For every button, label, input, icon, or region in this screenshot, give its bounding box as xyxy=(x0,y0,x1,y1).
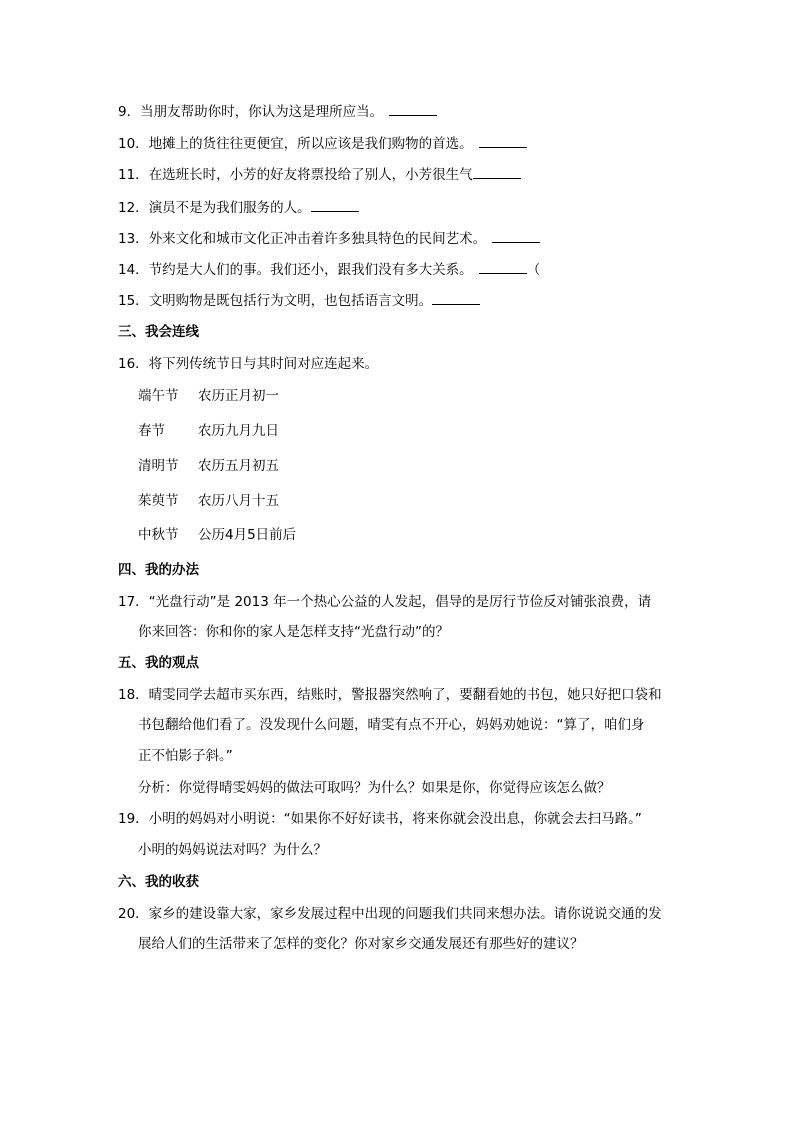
festival-date: 农历正月初一 xyxy=(198,388,279,404)
question-18-analysis: 分析：你觉得晴雯妈妈的做法可取吗？为什么？如果是你，你觉得应该怎么做？ xyxy=(138,780,611,796)
festival-item: 清明节 xyxy=(138,458,179,474)
answer-blank[interactable] xyxy=(473,166,521,179)
festival-date: 农历五月初五 xyxy=(198,458,279,474)
festival-item: 端午节 xyxy=(138,388,179,404)
question-18-line-1: 18．晴雯同学去超市买东西，结账时，警报器突然响了，要翻看她的书包，她只好把口袋和 xyxy=(118,687,662,703)
answer-blank[interactable] xyxy=(432,292,480,305)
question-number: 12． xyxy=(118,200,149,216)
question-text: 外来文化和城市文化正冲击着许多独具特色的民间艺术。 xyxy=(148,231,487,247)
question-number: 15． xyxy=(118,293,149,309)
question-13 xyxy=(118,229,540,249)
question-20-line-1: 20．家乡的建设靠大家，家乡发展过程中出现的问题我们共同来想办法。请你说说交通的发 xyxy=(118,906,662,922)
question-number: 11． xyxy=(118,167,149,183)
question-18-line-3: 正不怕影子斜。” xyxy=(138,748,233,764)
question-15 xyxy=(118,291,480,311)
festival-date: 农历八月十五 xyxy=(198,493,279,509)
question-text: 节约是大人们的事。我们还小，跟我们没有多大关系。 xyxy=(148,262,473,278)
question-17-line-1: 17．“光盘行动”是 2013 年一个热心公益的人发起，倡导的是厉行节俭反对铺张浪费，请 xyxy=(118,594,652,610)
section-heading-3: 三、我会连线 xyxy=(118,324,199,340)
bracket-mark: （ xyxy=(526,262,541,278)
question-text: 当朋友帮助你时，你认为这是理所应当。 xyxy=(140,104,384,120)
answer-blank[interactable] xyxy=(389,103,437,116)
answer-blank[interactable] xyxy=(311,199,359,212)
question-number: 10． xyxy=(118,136,149,152)
festival-item: 中秋节 xyxy=(138,527,179,543)
answer-blank[interactable] xyxy=(479,261,527,274)
section-heading-4: 四、我的办法 xyxy=(118,562,199,578)
question-number: 14． xyxy=(118,262,149,278)
question-text: 在选班长时，小芳的好友将票投给了别人，小芳很生气 xyxy=(148,167,473,183)
answer-blank[interactable] xyxy=(479,135,527,148)
question-19-line-2: 小明的妈妈说法对吗？为什么？ xyxy=(138,842,327,858)
section-heading-5: 五、我的观点 xyxy=(118,655,199,671)
question-text: 地摊上的货往往更便宜，所以应该是我们购物的首选。 xyxy=(148,136,473,152)
section-heading-6: 六、我的收获 xyxy=(118,874,199,890)
question-text: 文明购物是既包括行为文明，也包括语言文明。 xyxy=(148,293,433,309)
festival-item: 茱萸节 xyxy=(138,493,179,509)
question-19-line-1: 19．小明的妈妈对小明说：“如果你不好好读书，将来你就会没出息，你就会去扫马路。” xyxy=(118,811,642,827)
question-17-line-2: 你来回答：你和你的家人是怎样支持“光盘行动”的？ xyxy=(138,624,449,640)
festival-item: 春节 xyxy=(138,423,165,439)
festival-date: 农历九月九日 xyxy=(198,423,279,439)
question-number: 9． xyxy=(118,104,141,120)
festival-date: 公历4月5日前后 xyxy=(198,527,297,543)
answer-blank[interactable] xyxy=(492,230,540,243)
question-20-line-2: 展给人们的生活带来了怎样的变化？你对家乡交通发展还有那些好的建议？ xyxy=(138,936,584,952)
question-16: 16．将下列传统节日与其时间对应连起来。 xyxy=(118,356,379,372)
question-18-line-2: 书包翻给他们看了。没发现什么问题，晴雯有点不开心，妈妈劝她说：“算了，咱们身 xyxy=(138,717,645,733)
question-11 xyxy=(118,165,521,185)
question-14 xyxy=(118,260,540,280)
question-9 xyxy=(118,102,437,122)
question-text: 演员不是为我们服务的人。 xyxy=(148,200,311,216)
question-number: 13． xyxy=(118,231,149,247)
question-10 xyxy=(118,134,527,154)
question-12 xyxy=(118,198,359,218)
